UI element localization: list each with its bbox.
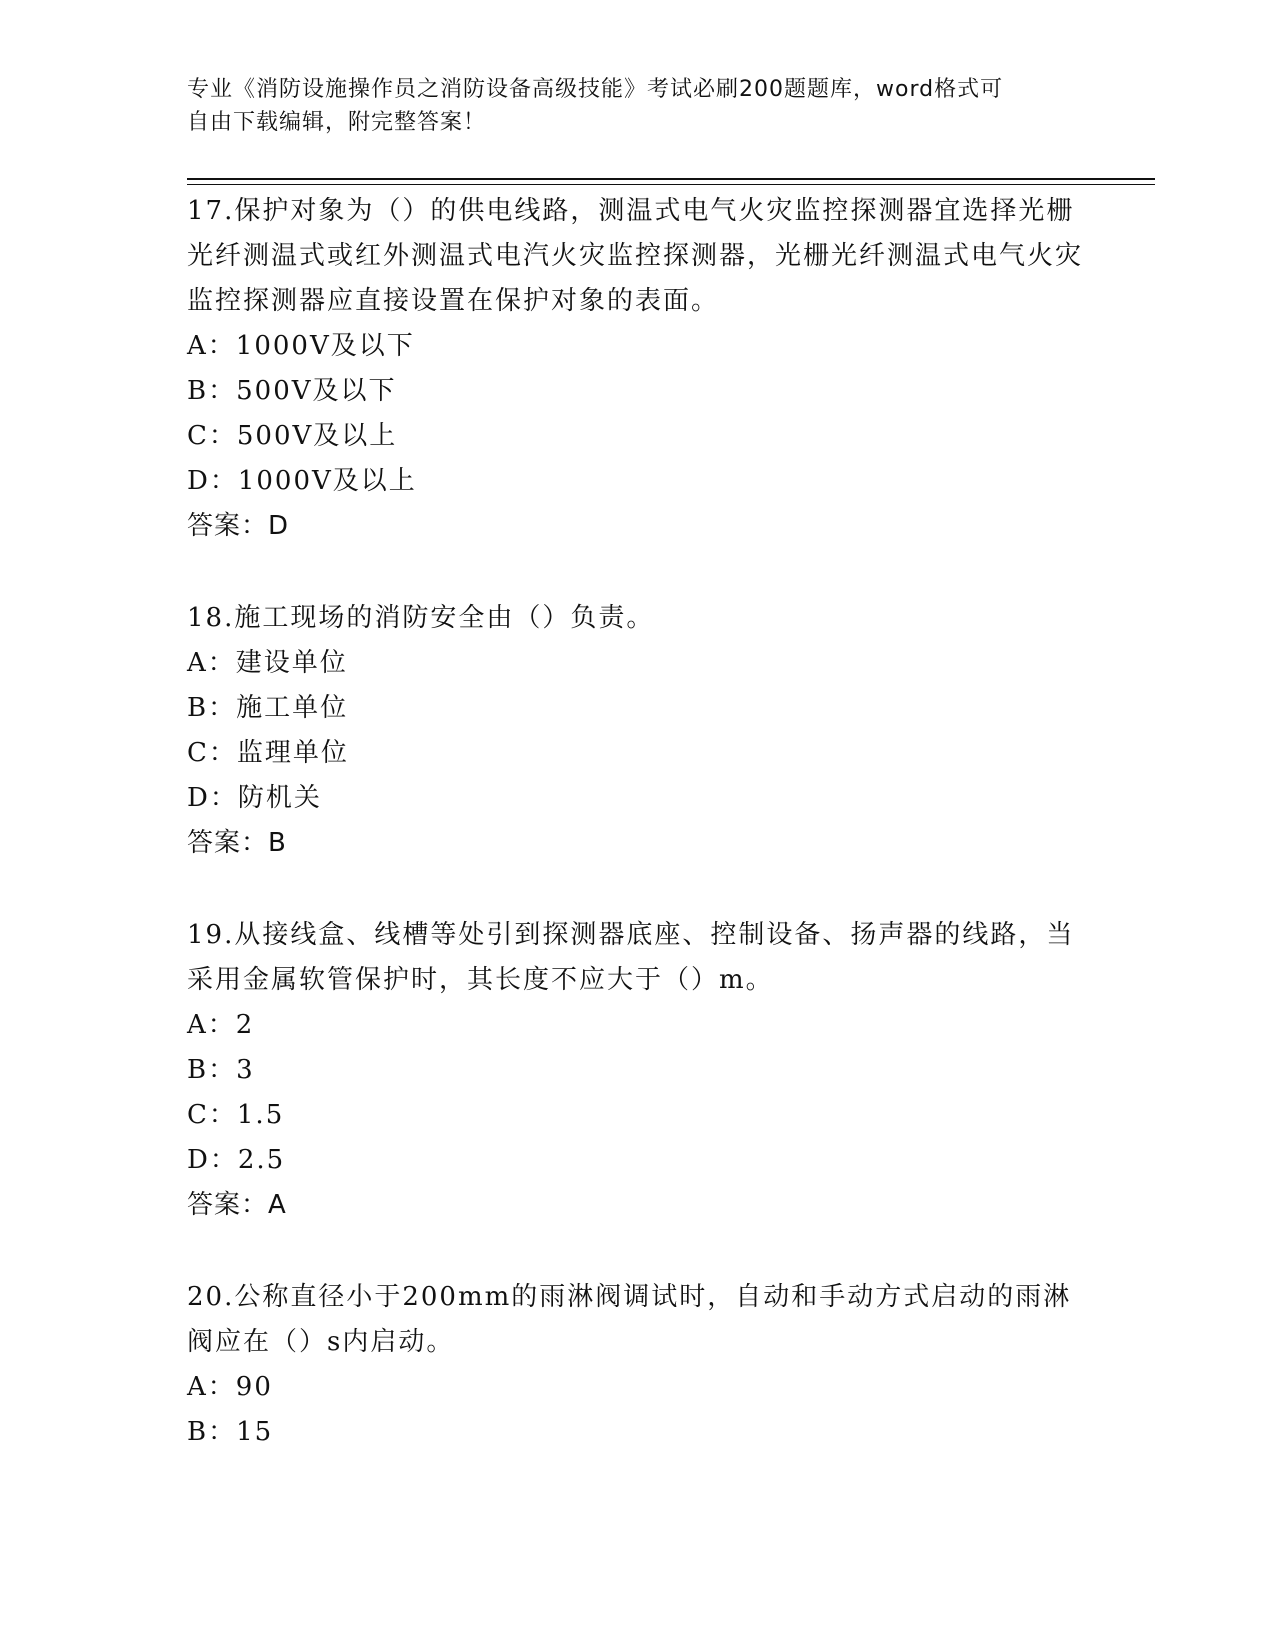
option-b: B：15 [187,1417,274,1447]
option-b: B：施工单位 [187,693,349,723]
question-text: 19.从接线盒、线槽等处引到探测器底座、控制设备、扬声器的线路，当采用金属软管保护时，其长度不应大于（）m。 [187,920,1075,995]
answer: 答案：A [187,1190,287,1220]
question-19 [187,913,1087,1228]
question-text: 17.保护对象为（）的供电线路，测温式电气火灾监控探测器宜选择光栅光纤测温式或红外测温式电汽火灾监控探测器，光栅光纤测温式电气火灾监控探测器应直接设置在保护对象的表面。 [187,196,1084,316]
header-line-1: 专业《消防设施操作员之消防设备高级技能》考试必刷200题题库，word格式可 [187,77,1004,102]
option-b: B：3 [187,1055,255,1085]
question-18 [187,596,1087,866]
option-b: B：500V及以下 [187,376,397,406]
question-17 [187,189,1087,549]
option-a: A：建设单位 [187,648,348,678]
answer: 答案：B [187,828,287,858]
document-header [187,73,1087,139]
header-divider-thin [187,184,1155,185]
option-a: A：90 [187,1372,273,1402]
option-d: D：1000V及以上 [187,466,417,496]
answer: 答案：D [187,511,290,541]
header-line-2: 自由下载编辑，附完整答案！ [187,110,487,135]
question-text: 20.公称直径小于200mm的雨淋阀调试时，自动和手动方式启动的雨淋阀应在（）s内启动。 [187,1282,1072,1357]
option-a: A：2 [187,1010,255,1040]
option-c: C：500V及以上 [187,421,398,451]
option-a: A：1000V及以下 [187,331,415,361]
question-20 [187,1275,1087,1455]
question-text: 18.施工现场的消防安全由（）负责。 [187,603,655,633]
header-divider-thick [187,178,1155,180]
option-d: D：防机关 [187,783,322,813]
option-c: C：1.5 [187,1100,285,1130]
option-d: D：2.5 [187,1145,286,1175]
option-c: C：监理单位 [187,738,349,768]
question-list [187,189,1087,1455]
